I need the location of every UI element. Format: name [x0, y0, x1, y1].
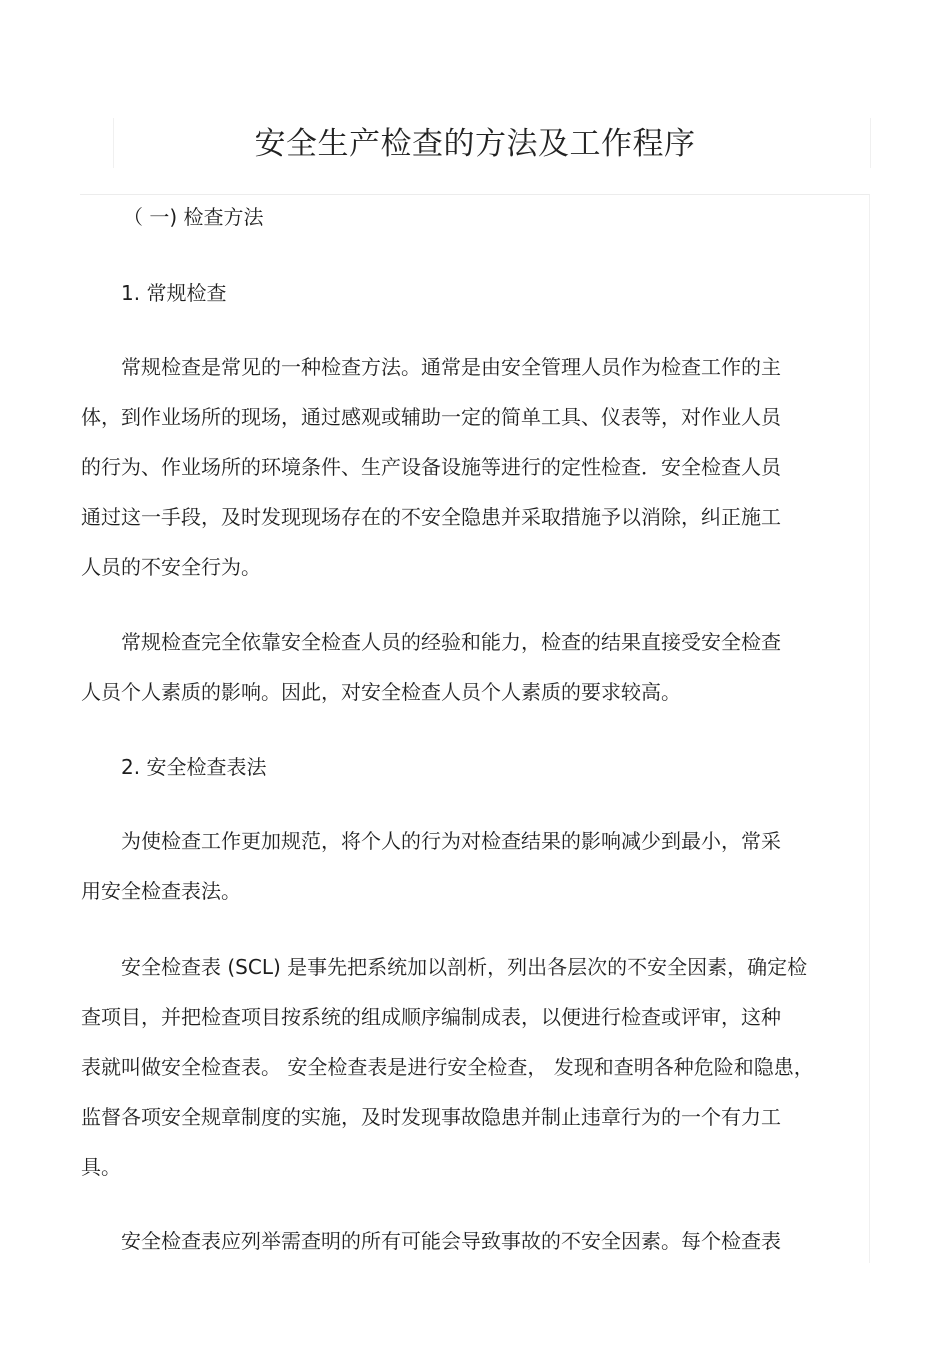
paragraph-line: 监督各项安全规章制度的实施，及时发现事故隐患并制止违章行为的一个有力工 — [81, 1105, 781, 1129]
paragraph-line: 常规检查是常见的一种检查方法。通常是由安全管理人员作为检查工作的主 — [121, 355, 781, 379]
subheading-checklist-method: 2. 安全检查表法 — [121, 755, 267, 779]
section-heading: （ 一) 检查方法 — [123, 205, 264, 229]
paragraph-line: 的行为、作业场所的环境条件、生产设备设施等进行的定性检查．安全检查人员 — [81, 455, 781, 479]
paragraph-line: 人员的不安全行为。 — [81, 555, 261, 579]
paragraph-line: 表就叫做安全检查表。 安全检查表是进行安全检查， 发现和查明各种危险和隐患， — [81, 1055, 814, 1079]
paragraph-line: 安全检查表 (SCL) 是事先把系统加以剖析，列出各层次的不安全因素，确定检 — [121, 955, 808, 979]
paragraph-line: 安全检查表应列举需查明的所有可能会导致事故的不安全因素。每个检查表 — [121, 1229, 781, 1253]
paragraph-line: 常规检查完全依靠安全检查人员的经验和能力，检查的结果直接受安全检查 — [121, 630, 781, 654]
paragraph-line: 查项目，并把检查项目按系统的组成顺序编制成表，以便进行检查或评审，这种 — [81, 1005, 781, 1029]
paragraph-line: 用安全检查表法。 — [81, 879, 241, 903]
subheading-routine-inspection: 1. 常规检查 — [121, 281, 227, 305]
paragraph-line: 通过这一手段，及时发现现场存在的不安全隐患并采取措施予以消除，纠正施工 — [81, 505, 781, 529]
paragraph-line: 为使检查工作更加规范，将个人的行为对检查结果的影响减少到最小，常采 — [121, 829, 781, 853]
paragraph-line: 体，到作业场所的现场，通过感观或辅助一定的简单工具、仪表等，对作业人员 — [81, 405, 781, 429]
document-title: 安全生产检查的方法及工作程序 — [254, 126, 696, 162]
paragraph-line: 具。 — [81, 1155, 121, 1179]
paragraph-line: 人员个人素质的影响。因此，对安全检查人员个人素质的要求较高。 — [81, 680, 681, 704]
